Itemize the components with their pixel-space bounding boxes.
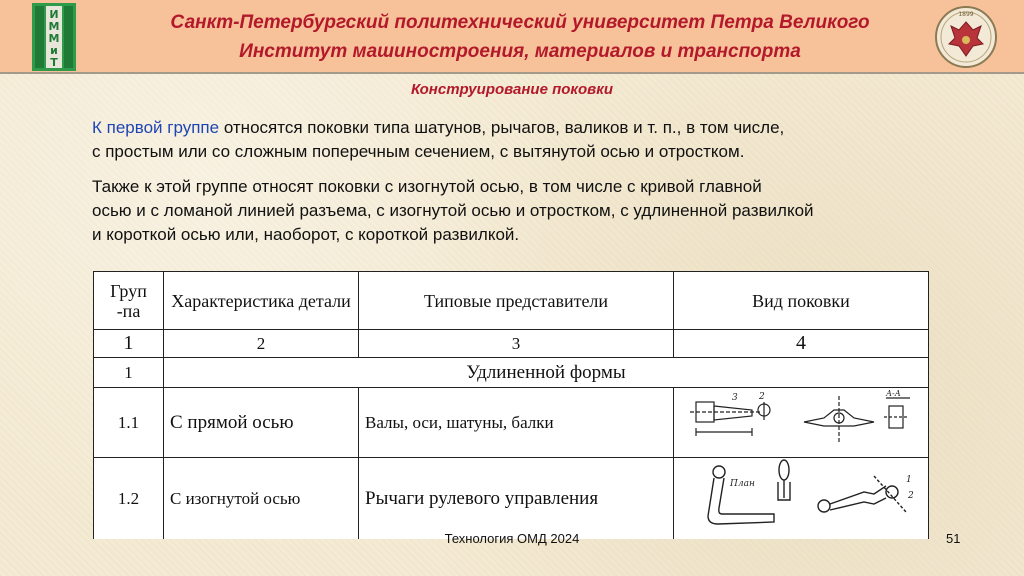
drawing-label: 1 (906, 475, 912, 485)
representatives-cell: Рычаги рулевого управления (359, 458, 674, 540)
logo-letter: Т (50, 56, 58, 69)
institute-logo-icon (32, 3, 76, 71)
paragraph-also (92, 175, 1002, 247)
drawing-label: 3 (732, 393, 738, 403)
table-row (94, 388, 929, 458)
column-number: 1 (94, 330, 164, 358)
column-number: 4 (674, 330, 929, 358)
forging-groups-table (93, 271, 929, 539)
header-bar (0, 0, 1024, 74)
group-number: 1.1 (94, 388, 164, 458)
university-name: Санкт-Петербургский политехнический университет Петра Великого (170, 12, 870, 33)
forging-drawing-cell (674, 458, 929, 540)
paragraph-text: относятся поковки типа шатунов, рычагов, валиков и т. п., в том числе, (219, 118, 785, 137)
logo-letter: И (49, 8, 59, 21)
paragraph-text: Также к этой группе относят поковки с изогнутой осью, в том числе с кривой главной (92, 177, 762, 196)
logo-letter: и (50, 44, 58, 57)
header-forging-view: Вид поковки (674, 272, 929, 330)
representatives-cell: Валы, оси, шатуны, балки (359, 388, 674, 458)
first-group-highlight: К первой группе (92, 118, 220, 137)
group-number: 1 (94, 358, 164, 388)
paragraph-first-group (92, 116, 1002, 164)
table-number-row (94, 330, 929, 358)
header-characteristic: Характеристика детали (164, 272, 359, 330)
table-row (94, 358, 929, 388)
header-group: Груп -па (94, 272, 164, 330)
paragraph-text: осью и с ломаной линией разъема, с изогнутой осью и отростком, с удлиненной развилкой (92, 201, 814, 220)
table-row (94, 458, 929, 540)
drawing-label: А-А (886, 389, 901, 398)
paragraph-text: с простым или со сложным поперечным сечением, с вытянутой осью и отростком. (92, 142, 745, 161)
institute-name: Институт машиностроения, материалов и транспорта (239, 41, 801, 62)
logo-letter: М (48, 20, 60, 33)
drawing-label: План (730, 479, 755, 489)
column-number: 2 (164, 330, 359, 358)
group-number: 1.2 (94, 458, 164, 540)
bent-lever-drawing (674, 458, 927, 534)
paragraph-text: и короткой осью или, наоборот, с короткой развилкой. (92, 225, 520, 244)
straight-shaft-drawing (674, 388, 927, 452)
slide-subtitle: Конструирование поковки (410, 81, 613, 98)
drawing-label: 2 (759, 392, 765, 402)
page-number: 51 (946, 531, 961, 546)
forging-drawing-cell (674, 388, 929, 458)
characteristic-cell: С прямой осью (164, 388, 359, 458)
emblem-year: 1899 (958, 11, 974, 18)
characteristic-cell: С изогнутой осью (164, 458, 359, 540)
header-representatives: Типовые представители (359, 272, 674, 330)
group-title: Удлиненной формы (164, 358, 929, 388)
table-header-row (94, 272, 929, 330)
column-number: 3 (359, 330, 674, 358)
logo-letter: М (48, 32, 60, 45)
drawing-label: 2 (908, 491, 914, 501)
university-emblem-icon (935, 4, 997, 70)
footer-text: Технология ОМД 2024 (444, 531, 580, 546)
